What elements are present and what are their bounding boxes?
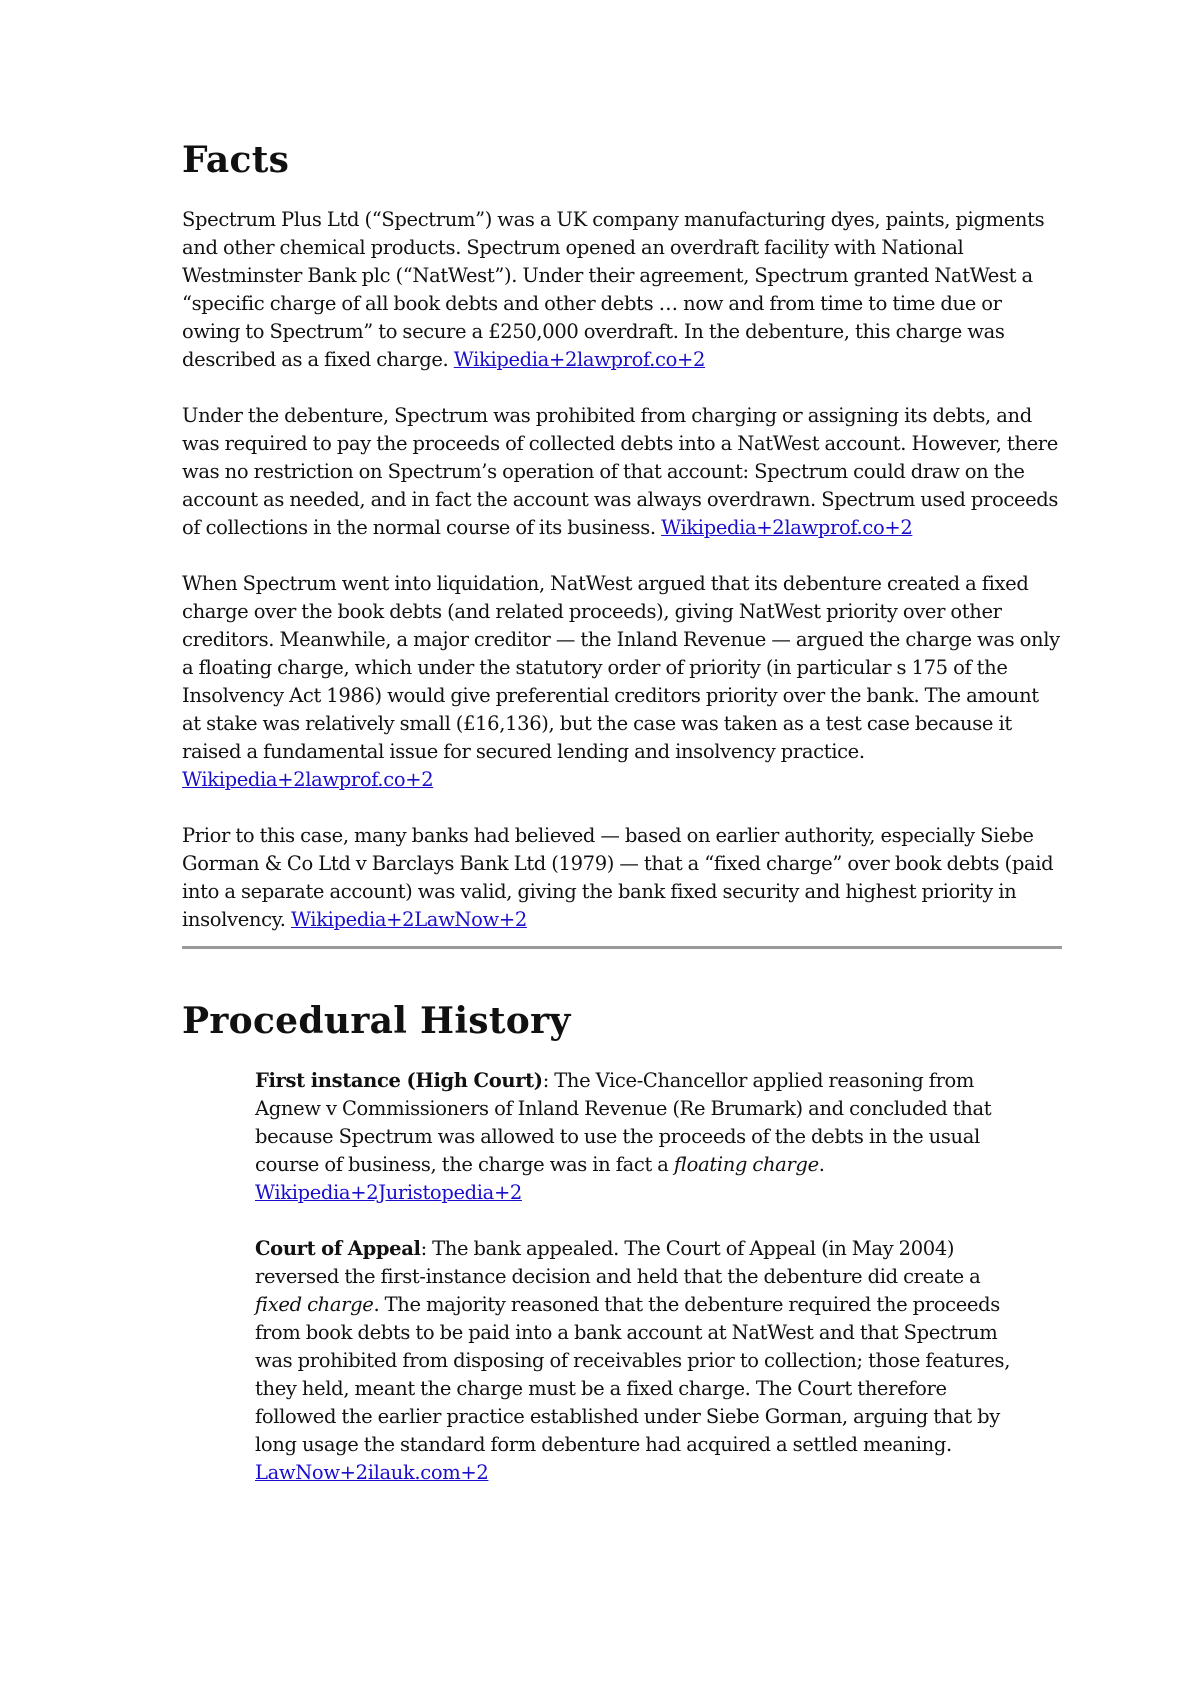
paragraph-text: When Spectrum went into liquidation, NatWest argued that its debenture created a fixed charge over the book debts (and related proceeds), giving NatWest priority over other creditors. Meanwhile, a major creditor — the Inland Revenue — argued the charge was only a floating charge, which under the statutory order of priority (in particular s 175 of the Insolvency Act 1986) would give preferential creditors priority over the bank. The amount at stake was relatively small (£16,136), but the case was taken as a test case because it raised a fundamental issue for secured lending and insolvency practice.: [182, 572, 1060, 763]
facts-paragraph-1: [182, 206, 1062, 374]
list-item-first-instance: [255, 1067, 1025, 1207]
item-emphasis: fixed charge: [255, 1293, 374, 1316]
source-link[interactable]: Wikipedia+2LawNow+2: [290, 908, 527, 931]
paragraph-text: Under the debenture, Spectrum was prohibited from charging or assigning its debts, and was required to pay the proceeds of collected debts into a NatWest account. However, there was no restriction on Spectrum’s operation of that account: Spectrum could draw on the account as needed, and in fact the account was always overdrawn. Spectrum used proceeds of collections in the normal course of its business.: [182, 404, 1059, 539]
item-emphasis: floating charge: [673, 1153, 819, 1176]
horizontal-divider: [182, 946, 1062, 949]
source-link[interactable]: LawNow+2ilauk.com+2: [255, 1461, 489, 1484]
list-item-court-of-appeal: [255, 1235, 1025, 1487]
source-link[interactable]: Wikipedia+2lawprof.co+2: [182, 768, 434, 791]
source-link[interactable]: Wikipedia+2Juristopedia+2: [255, 1181, 522, 1204]
facts-paragraph-3: [182, 570, 1062, 794]
paragraph-text: Spectrum Plus Ltd (“Spectrum”) was a UK company manufacturing dyes, paints, pigments and other chemical products. Spectrum opened an overdraft facility with National Westminster Bank plc (“NatWest”). Under their agreement, Spectrum granted NatWest a “specific charge of all book debts and other debts … now and from time to time due or owing to Spectrum” to secure a £250,000 overdraft. In the debenture, this charge was described as a fixed charge.: [182, 208, 1045, 371]
item-text: : The bank appealed. The Court of Appeal (in May 2004) reversed the first-instance decision and held that the debenture did create a: [255, 1237, 981, 1288]
procedural-history-list: [182, 1067, 1062, 1487]
facts-paragraph-4: [182, 822, 1062, 934]
procedural-history-heading: Procedural History: [182, 1000, 571, 1042]
item-text-end: . The majority reasoned that the debenture required the proceeds from book debts to be paid into a bank account at NatWest and that Spectrum was prohibited from disposing of receivables prior to collection; those features, they held, meant the charge must be a fixed charge. The Court therefore followed the earlier practice established under Siebe Gorman, arguing that by long usage the standard form debenture had acquired a settled meaning.: [255, 1293, 1011, 1456]
facts-paragraph-2: [182, 402, 1062, 542]
source-link[interactable]: Wikipedia+2lawprof.co+2: [661, 516, 913, 539]
item-label: Court of Appeal: [255, 1237, 421, 1260]
facts-heading: Facts: [182, 139, 290, 181]
source-link[interactable]: Wikipedia+2lawprof.co+2: [453, 348, 706, 371]
item-text: : The Vice-Chancellor applied reasoning from Agnew v Commissioners of Inland Revenue (Re Brumark) and concluded that because Spectrum was allowed to use the proceeds of the debts in the usual course of business, the charge was in fact a: [255, 1069, 992, 1176]
document-page: [182, 138, 1062, 1515]
item-text-end: .: [818, 1153, 825, 1176]
item-label: First instance (High Court): [255, 1069, 543, 1092]
paragraph-text: Prior to this case, many banks had believed — based on earlier authority, especially Siebe Gorman & Co Ltd v Barclays Bank Ltd (1979) — that a “fixed charge” over book debts (paid into a separate account) was valid, giving the bank fixed security and highest priority in insolvency.: [182, 824, 1054, 931]
